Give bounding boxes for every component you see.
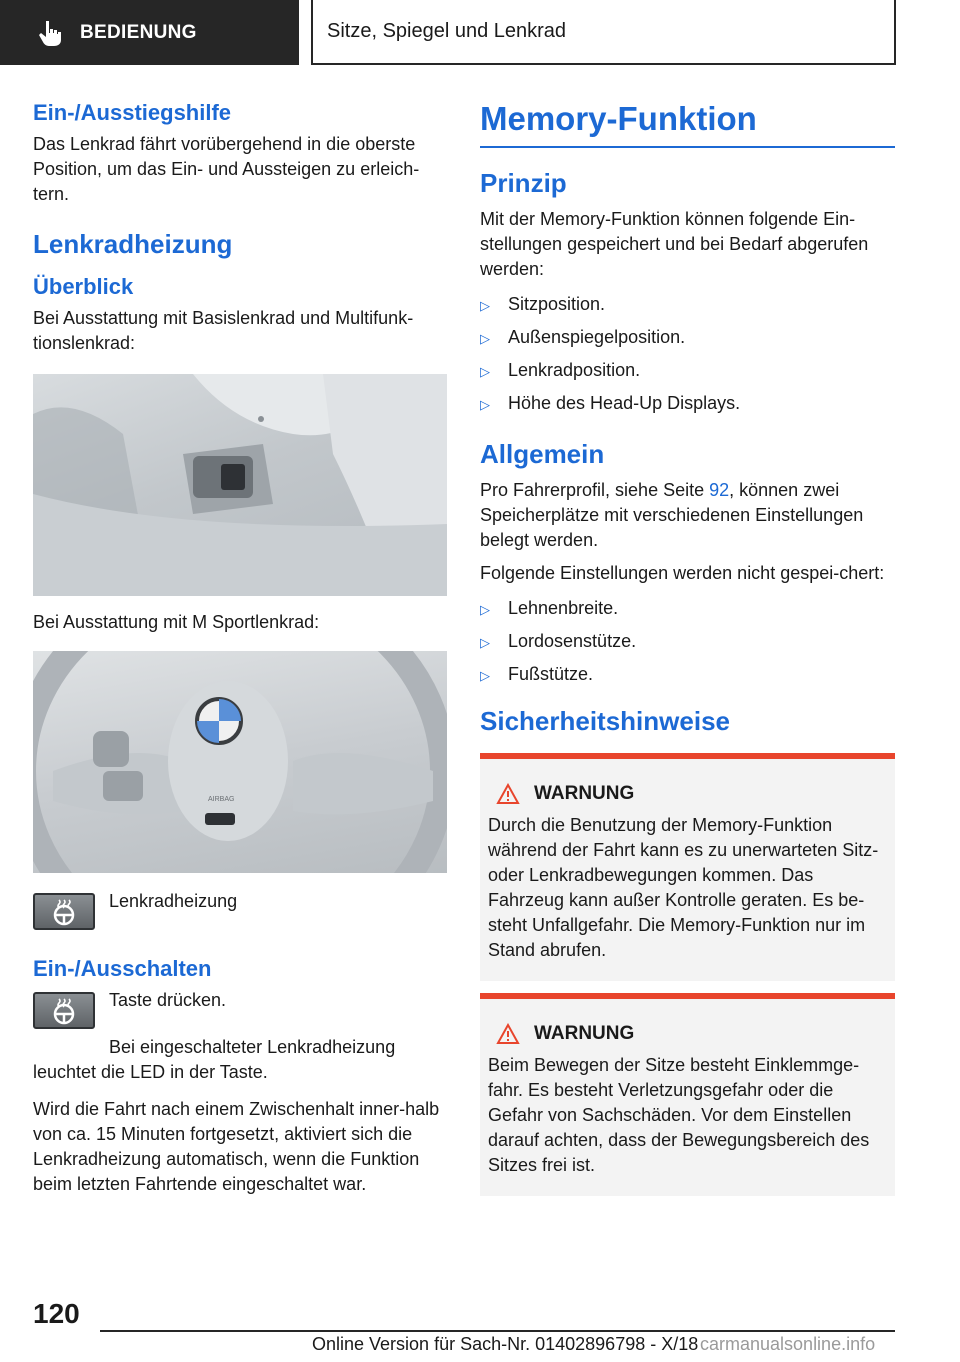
triangle-bullet-icon: ▷ bbox=[480, 331, 490, 346]
right-column bbox=[480, 100, 895, 1196]
heating-button-photo bbox=[221, 464, 245, 490]
principle-text: Mit der Memory-Funktion können folgende Ein-stellungen gespeichert und bei Bedarf abgerufen werden: bbox=[480, 209, 869, 279]
hand-pointer-icon bbox=[36, 18, 66, 48]
principle-heading: Prinzip bbox=[480, 168, 567, 198]
memory-function-heading: Memory-Funktion bbox=[480, 100, 895, 148]
page-number: 120 bbox=[33, 1298, 80, 1329]
triangle-bullet-icon: ▷ bbox=[480, 668, 490, 683]
list-item: ▷ Fußstütze. bbox=[480, 662, 895, 688]
airbag-label: AIRBAG bbox=[208, 796, 235, 803]
footer-divider bbox=[100, 1330, 895, 1332]
triangle-bullet-icon: ▷ bbox=[480, 298, 490, 313]
steering-heating-heading: Lenkradheizung bbox=[33, 229, 233, 259]
entry-aid-heading: Ein-/Ausstiegshilfe bbox=[33, 100, 232, 125]
section-title: BEDIENUNG bbox=[80, 21, 197, 43]
general-heading: Allgemein bbox=[480, 439, 605, 469]
stored-settings-list bbox=[480, 292, 895, 417]
auto-resume-text: Wird die Fahrt nach einem Zwischenhalt inner-halb von ca. 15 Minuten fortgesetzt, aktiviert sich die Lenkradheizung automatisch, wenn die Funktion beim letzten Fahrtende eingeschaltet war. bbox=[33, 1099, 440, 1194]
online-version-text: Online Version für Sach-Nr. 01402896798 - X/18 bbox=[312, 1334, 699, 1354]
warning-text: Beim Bewegen der Sitze besteht Einklemmge-fahr. Es besteht Verletzungsgefahr oder die Gefahr von Sachschäden. Vor dem Einstellen darauf achten, dass der Bewegungsbereich des Sitzes frei ist. bbox=[488, 1055, 870, 1175]
list-item: ▷ Außenspiegelposition. bbox=[480, 325, 895, 351]
not-stored-text: Folgende Einstellungen werden nicht gespei-chert: bbox=[480, 563, 885, 583]
section-tab bbox=[0, 0, 299, 65]
steering-heating-button-icon-2 bbox=[33, 992, 95, 1029]
page-link[interactable]: 92 bbox=[709, 480, 730, 500]
m-sport-text: Bei Ausstattung mit M Sportlenkrad: bbox=[33, 612, 320, 632]
on-off-heading: Ein-/Ausschalten bbox=[33, 956, 212, 981]
steering-heating-button-icon bbox=[33, 893, 95, 930]
list-item: ▷ Lordosenstütze. bbox=[480, 629, 895, 655]
warning-box bbox=[480, 993, 895, 1196]
warning-label: WARNUNG bbox=[534, 783, 635, 804]
list-item: ▷ Sitzposition. bbox=[480, 292, 895, 318]
steering-column-photo bbox=[33, 374, 447, 596]
steering-wheel-photo bbox=[33, 651, 447, 873]
chapter-title: Sitze, Spiegel und Lenkrad bbox=[311, 0, 896, 65]
overview-heading: Überblick bbox=[33, 274, 134, 299]
list-item: ▷ Höhe des Head-Up Displays. bbox=[480, 391, 895, 417]
triangle-bullet-icon: ▷ bbox=[480, 397, 490, 412]
warning-label: WARNUNG bbox=[534, 1023, 635, 1044]
warning-triangle-icon bbox=[496, 783, 520, 805]
overview-text: Bei Ausstattung mit Basislenkrad und Multifunk-tionslenkrad: bbox=[33, 308, 414, 353]
press-button-text: Taste drücken. bbox=[109, 990, 227, 1010]
led-text: Bei eingeschalteter Lenkradheizung leuchtet die LED in der Taste. bbox=[33, 1037, 396, 1082]
triangle-bullet-icon: ▷ bbox=[480, 635, 490, 650]
triangle-bullet-icon: ▷ bbox=[480, 364, 490, 379]
warning-box bbox=[480, 753, 895, 981]
triangle-bullet-icon: ▷ bbox=[480, 602, 490, 617]
watermark: carmanualsonline.info bbox=[700, 1334, 876, 1354]
warning-text: Durch die Benutzung der Memory-Funktion während der Fahrt kann es zu unerwarteten Sitz- oder Lenkradbewegungen kommen. Das Fahrzeug kann außer Kontrolle geraten. Es be-steht Unfallgefahr. Die Memory-Funktion nur im Stand abrufen. bbox=[488, 815, 879, 960]
general-text: Pro Fahrerprofil, siehe Seite 92, können zwei Speicherplätze mit verschiedenen Einstellungen belegt werden. bbox=[480, 480, 864, 550]
entry-aid-text: Das Lenkrad fährt vorübergehend in die oberste Position, um das Ein- und Aussteigen zu erleich-tern. bbox=[33, 134, 420, 204]
list-item: ▷ Lehnenbreite. bbox=[480, 596, 895, 622]
warning-triangle-icon bbox=[496, 1023, 520, 1045]
list-item: ▷ Lenkradposition. bbox=[480, 358, 895, 384]
left-column bbox=[33, 100, 447, 1197]
safety-heading: Sicherheitshinweise bbox=[480, 706, 730, 736]
not-stored-list bbox=[480, 596, 895, 688]
icon-caption: Lenkradheizung bbox=[109, 891, 238, 911]
